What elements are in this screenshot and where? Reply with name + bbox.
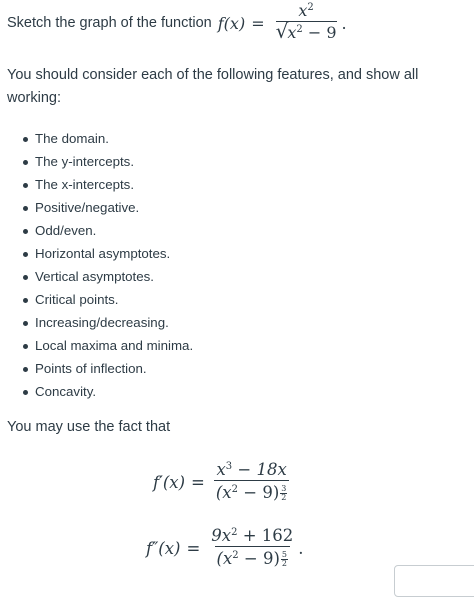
answer-box[interactable] xyxy=(394,565,474,597)
equals-sign: = xyxy=(186,538,201,558)
denominator-open: (x xyxy=(216,548,233,568)
bullet-icon xyxy=(23,390,28,395)
question-prefix: Sketch the graph of the function xyxy=(7,15,212,31)
second-derivative-lhs: f″(x) xyxy=(146,538,181,558)
list-item xyxy=(35,219,193,242)
power-denominator: 2 xyxy=(281,492,287,502)
bullet-icon xyxy=(23,229,28,234)
denominator-rest: − 9) xyxy=(238,548,280,568)
list-item xyxy=(35,288,193,311)
bullet-icon xyxy=(23,160,28,165)
list-item xyxy=(35,265,193,288)
list-item xyxy=(35,380,193,403)
list-item-text: Vertical asymptotes. xyxy=(35,269,154,284)
list-item-text: Critical points. xyxy=(35,292,119,307)
bullet-icon xyxy=(23,344,28,349)
list-item-text: Increasing/decreasing. xyxy=(35,315,169,330)
fraction-denominator xyxy=(215,546,290,569)
numerator-base: x xyxy=(298,1,308,21)
list-item-text: Concavity. xyxy=(35,384,97,399)
function-formula xyxy=(218,3,347,42)
power-fraction xyxy=(280,485,287,502)
list-item-text: Positive/negative. xyxy=(35,200,140,215)
list-item-text: Local maxima and minima. xyxy=(35,338,194,353)
question-line xyxy=(7,0,347,46)
fraction-numerator xyxy=(209,527,295,545)
list-item xyxy=(35,150,193,173)
numerator-exponent: 2 xyxy=(231,527,238,539)
radicand-exponent: 2 xyxy=(296,24,303,36)
power-numerator: 5 xyxy=(281,549,288,559)
numerator-exponent: 3 xyxy=(225,461,233,473)
numerator-base: 9x xyxy=(211,526,232,546)
instructions-text: You should consider each of the following features, and show all working: xyxy=(7,67,419,106)
first-derivative-lhs: f′(x) xyxy=(153,472,186,492)
power-fraction xyxy=(281,551,288,568)
numerator-rest: − 18x xyxy=(232,460,287,480)
denominator-exponent: 2 xyxy=(231,483,238,495)
list-item xyxy=(35,311,193,334)
function-fraction xyxy=(274,3,339,42)
fraction-denominator xyxy=(274,21,339,42)
bullet-icon xyxy=(23,321,28,326)
denominator-open: (x xyxy=(215,482,232,502)
square-root-icon: √ xyxy=(275,19,289,44)
bullet-icon xyxy=(23,252,28,257)
first-derivative-fraction xyxy=(214,461,289,502)
list-item xyxy=(35,173,193,196)
bullet-icon xyxy=(23,298,28,303)
equals-sign: = xyxy=(251,13,265,33)
first-derivative-equation xyxy=(153,452,292,512)
second-derivative-equation xyxy=(146,518,304,578)
list-item xyxy=(35,357,193,380)
list-item-text: The y-intercepts. xyxy=(35,154,135,169)
bullet-icon xyxy=(23,275,28,280)
list-item-text: Odd/even. xyxy=(35,223,97,238)
list-item xyxy=(35,196,193,219)
question-period: . xyxy=(341,13,347,33)
list-item-text: The x-intercepts. xyxy=(35,177,135,192)
fraction-numerator xyxy=(214,461,288,479)
fraction-numerator xyxy=(296,3,315,21)
power-numerator: 3 xyxy=(281,483,287,493)
fraction-denominator xyxy=(214,480,289,503)
list-item-text: Horizontal asymptotes. xyxy=(35,246,171,261)
list-item xyxy=(35,127,193,150)
radicand xyxy=(287,23,336,42)
equation-period: . xyxy=(298,538,304,558)
feature-list xyxy=(0,127,193,403)
power-denominator: 2 xyxy=(281,558,288,568)
numerator-base: x xyxy=(216,460,226,480)
bullet-icon xyxy=(23,183,28,188)
denominator-rest: − 9) xyxy=(238,482,280,502)
function-lhs: f(x) xyxy=(217,13,246,33)
radicand-base: x xyxy=(287,23,297,43)
denominator-exponent: 2 xyxy=(232,549,239,561)
list-item-text: Points of inflection. xyxy=(35,361,147,376)
second-derivative-fraction xyxy=(209,527,295,568)
equals-sign: = xyxy=(191,472,205,492)
fact-intro-text: You may use the fact that xyxy=(7,419,171,435)
list-item xyxy=(35,334,193,357)
bullet-icon xyxy=(23,137,28,142)
bullet-icon xyxy=(23,367,28,372)
numerator-rest: + 162 xyxy=(237,526,294,546)
radicand-rest: − 9 xyxy=(302,23,337,43)
list-item xyxy=(35,242,193,265)
bullet-icon xyxy=(23,206,28,211)
list-item-text: The domain. xyxy=(35,131,109,146)
numerator-exponent: 2 xyxy=(307,2,314,14)
